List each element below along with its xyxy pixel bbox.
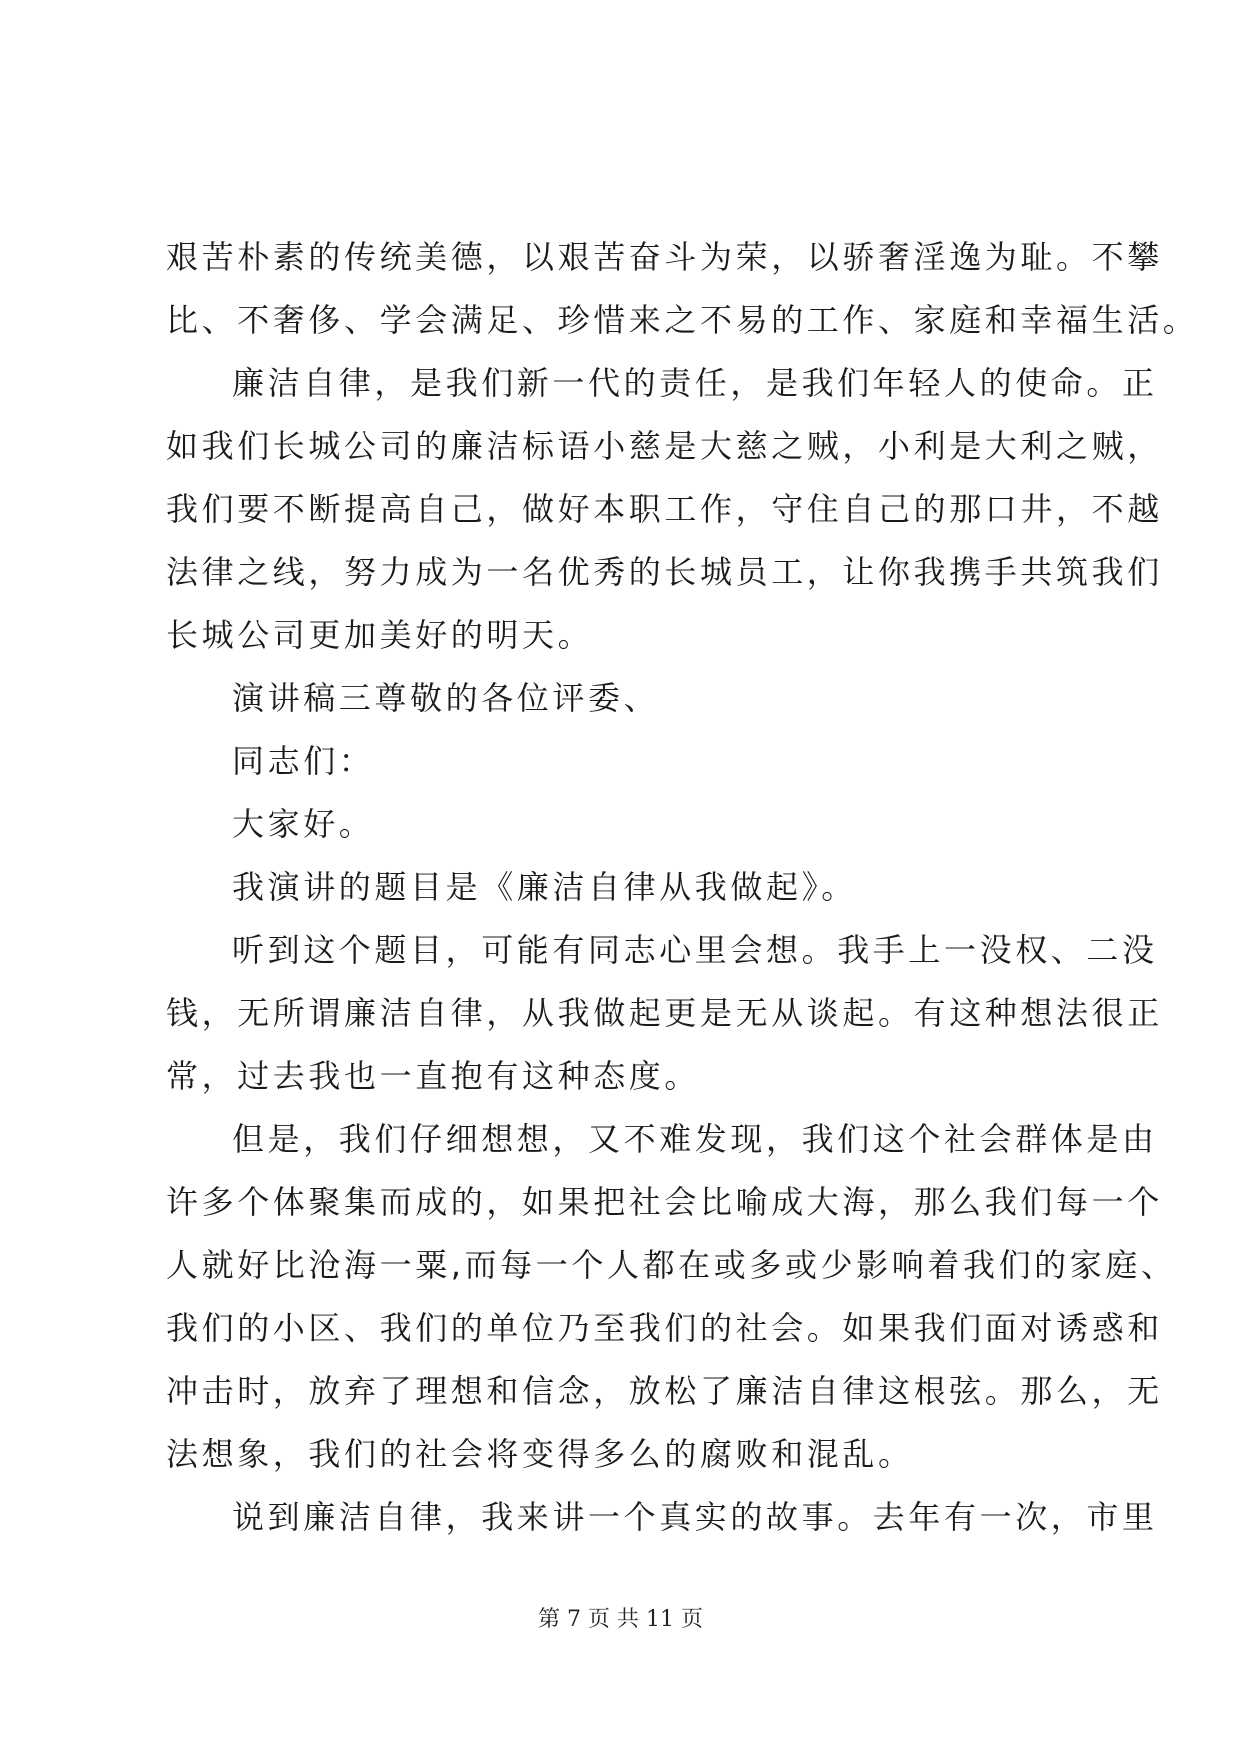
text-line: 如我们长城公司的廉洁标语小慈是大慈之贼，小利是大利之贼， <box>166 427 1163 465</box>
text-line: 我们的小区、我们的单位乃至我们的社会。如果我们面对诱惑和 <box>166 1309 1163 1347</box>
text-line: 常，过去我也一直抱有这种态度。 <box>166 1057 701 1095</box>
paragraph-start-line: 大家好。 <box>232 805 375 843</box>
text-line: 艰苦朴素的传统美德，以艰苦奋斗为荣，以骄奢淫逸为耻。不攀 <box>166 238 1163 276</box>
paragraph-start-line: 说到廉洁自律，我来讲一个真实的故事。去年有一次，市里 <box>232 1498 1158 1536</box>
paragraph-start-line: 同志们： <box>232 742 375 780</box>
paragraph-start-line: 但是，我们仔细想想，又不难发现，我们这个社会群体是由 <box>232 1120 1158 1158</box>
text-line: 我们要不断提高自己，做好本职工作，守住自己的那口井，不越 <box>166 490 1163 528</box>
text-line: 冲击时，放弃了理想和信念，放松了廉洁自律这根弦。那么，无 <box>166 1372 1163 1410</box>
text-line: 比、不奢侈、学会满足、珍惜来之不易的工作、家庭和幸福生活。 <box>166 301 1199 339</box>
text-line: 许多个体聚集而成的，如果把社会比喻成大海，那么我们每一个 <box>166 1183 1163 1221</box>
text-line: 法想象，我们的社会将变得多么的腐败和混乱。 <box>166 1435 914 1473</box>
text-line: 法律之线，努力成为一名优秀的长城员工，让你我携手共筑我们 <box>166 553 1163 591</box>
paragraph-start-line: 廉洁自律，是我们新一代的责任，是我们年轻人的使命。正 <box>232 364 1158 402</box>
text-line: 长城公司更加美好的明天。 <box>166 616 594 654</box>
paragraph-start-line: 听到这个题目，可能有同志心里会想。我手上一没权、二没 <box>232 931 1158 969</box>
page-footer: 第 7 页 共 11 页 <box>538 1607 703 1632</box>
paragraph-start-line: 我演讲的题目是《廉洁自律从我做起》。 <box>232 868 857 906</box>
text-line: 人就好比沧海一粟,而每一个人都在或多或少影响着我们的家庭、 <box>166 1246 1177 1284</box>
paragraph-start-line: 演讲稿三尊敬的各位评委、 <box>232 679 660 717</box>
text-line: 钱，无所谓廉洁自律，从我做起更是无从谈起。有这种想法很正 <box>166 994 1163 1032</box>
